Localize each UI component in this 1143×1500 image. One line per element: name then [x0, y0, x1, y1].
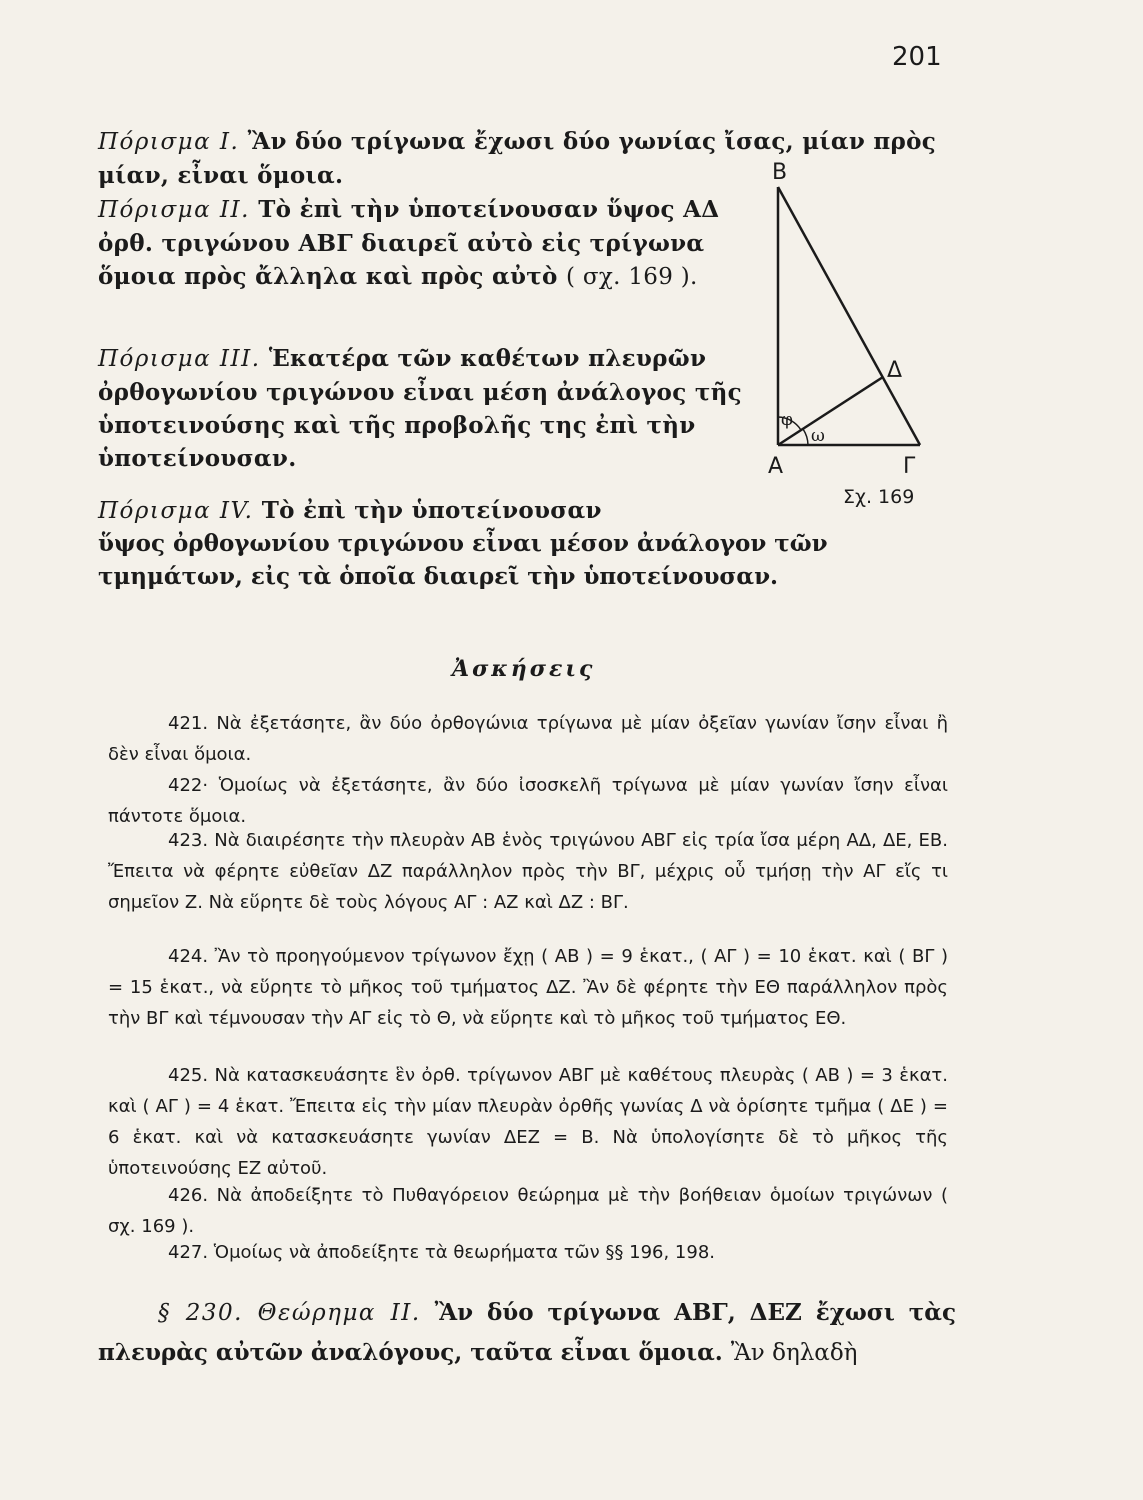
porisma-4-line2: ὕψος ὀρθογωνίου τριγώνου εἶναι μέσον ἀνάλογον τῶν τμημάτων, εἰς τὰ ὁποῖα διαιρεῖ τὴν ὑποτείνουσαν.	[98, 530, 828, 590]
porisma-3	[98, 342, 758, 475]
theorem-230	[98, 1293, 956, 1373]
altitude-AD	[778, 377, 883, 445]
porisma-1-label: Πόρισμα I.	[98, 129, 240, 155]
theorem-tail: Ἂν δηλαδὴ	[730, 1340, 858, 1366]
angle-omega-arc	[803, 429, 808, 445]
porisma-3-label: Πόρισμα III.	[98, 346, 261, 372]
exercise-425: 425. Νὰ κατασκευάσητε ἓν ὀρθ. τρίγωνον ΑΒΓ μὲ καθέτους πλευρὰς ( ΑΒ ) = 3 ἑκατ. καὶ ( ΑΓ ) = 4 ἑκατ. Ἔπειτα εἰς τὴν μίαν πλευρὰν ὀρθῆς γωνίας Δ νὰ ὁρίσητε τμῆμα ( ΔΕ ) = 6 ἑκατ. καὶ νὰ κατασκευάσητε γωνίαν ΔΕΖ = Β. Νὰ ὑπολογίσητε δὲ τὸ μῆκος τῆς ὑποτεινούσης ΕΖ αὐτοῦ.	[108, 1065, 948, 1179]
porisma-3-text: Ἑκατέρα τῶν καθέτων πλευρῶν ὀρθογωνίου τριγώνου εἶναι μέση ἀνάλογος τῆς ὑποτεινούσης καὶ τῆς προβολῆς της ἐπὶ τὴν ὑποτείνουσαν.	[98, 345, 742, 472]
porisma-4-line1	[98, 494, 758, 528]
page-number: 201	[892, 42, 942, 72]
porisma-2-text: Τὸ ἐπὶ τὴν ὑποτείνουσαν ὕψος ΑΔ ὀρθ. τριγώνου ΑΒΓ διαιρεῖ αὐτὸ εἰς τρίγωνα ὅμοια πρὸς ἄλληλα καὶ πρὸς αὐτὸ	[98, 196, 720, 290]
exercises-heading: Ἀσκήσεις	[452, 656, 596, 682]
figure-169	[765, 155, 945, 515]
porisma-4-label: Πόρισμα IV.	[98, 498, 254, 524]
porisma-2-label: Πόρισμα II.	[98, 197, 250, 223]
porisma-4-text-a: Τὸ ἐπὶ τὴν ὑποτείνουσαν	[261, 497, 602, 524]
vertex-B-label: B	[772, 160, 788, 185]
exercise-422: 422· Ὁμοίως νὰ ἐξετάσητε, ἂν δύο ἰσοσκελῆ τρίγωνα μὲ μίαν γωνίαν ἴσην εἶναι πάντοτε ὅμοια.	[108, 775, 948, 827]
vertex-A-label: A	[768, 454, 784, 479]
theorem-label: § 230. Θεώρημα II.	[158, 1300, 421, 1326]
exercise-427: 427. Ὁμοίως νὰ ἀποδείξητε τὰ θεωρήματα τῶν §§ 196, 198.	[168, 1242, 716, 1263]
vertex-D-label: Δ	[887, 358, 903, 383]
angle-omega-label: ω	[811, 426, 825, 446]
vertex-G-label: Γ	[903, 454, 916, 479]
porisma-2-ref: ( σχ. 169 ).	[566, 264, 698, 290]
porisma-1-text: Ἂν δύο τρίγωνα ἔχωσι δύο γωνίας ἴσας, μίαν πρὸς μίαν, εἶναι ὅμοια.	[98, 128, 937, 189]
figure-caption: Σχ. 169	[843, 486, 915, 508]
theorem-text: Ἂν δύο τρίγωνα ΑΒΓ, ΔΕΖ ἔχωσι τὰς πλευρὰς αὐτῶν ἀναλόγους, ταῦτα εἶναι ὅμοια.	[98, 1299, 956, 1366]
exercise-423: 423. Νὰ διαιρέσητε τὴν πλευρὰν ΑΒ ἑνὸς τριγώνου ΑΒΓ εἰς τρία ἴσα μέρη ΑΔ, ΔΕ, ΕΒ. Ἔπειτα νὰ φέρητε εὐθεῖαν ΔΖ παράλληλον πρὸς τὴν ΒΓ, μέχρις οὗ τμήσῃ τὴν ΑΓ εἴς τι σημεῖον Ζ. Νὰ εὕρητε δὲ τοὺς λόγους ΑΓ : ΑΖ καὶ ΔΖ : ΒΓ.	[108, 830, 948, 913]
porisma-2	[98, 193, 758, 294]
exercise-424: 424. Ἂν τὸ προηγούμενον τρίγωνον ἔχῃ ( ΑΒ ) = 9 ἑκατ., ( ΑΓ ) = 10 ἑκατ. καὶ ( ΒΓ ) = 15 ἑκατ., νὰ εὕρητε τὸ μῆκος τοῦ τμήματος ΔΖ. Ἂν δὲ φέρητε τὴν ΕΘ παράλληλον πρὸς τὴν ΒΓ καὶ τέμνουσαν τὴν ΑΓ εἰς τὸ Θ, νὰ εὕρητε καὶ τὸ μῆκος τοῦ τμήματος ΕΘ.	[108, 946, 948, 1029]
side-BG	[778, 187, 920, 445]
exercise-426: 426. Νὰ ἀποδείξητε τὸ Πυθαγόρειον θεώρημα μὲ τὴν βοήθειαν ὁμοίων τριγώνων ( σχ. 169 ).	[108, 1185, 948, 1237]
exercise-421: 421. Νὰ ἐξετάσητε, ἂν δύο ὀρθογώνια τρίγωνα μὲ μίαν ὀξεῖαν γωνίαν ἴσην εἶναι ἢ δὲν εἶναι ὅμοια.	[108, 713, 948, 765]
angle-phi-label: φ	[781, 410, 793, 430]
